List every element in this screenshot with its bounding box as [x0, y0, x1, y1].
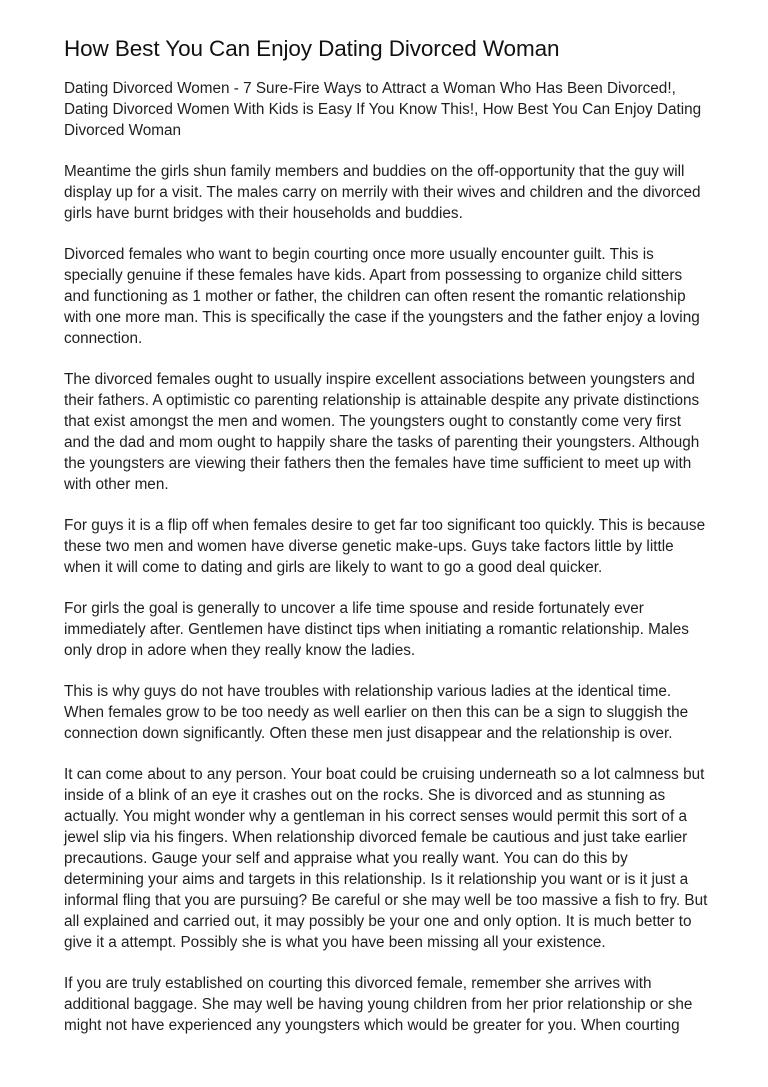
- document-body: [64, 78, 708, 1036]
- paragraph-9: If you are truly established on courting this divorced female, remember she arrives with additional baggage. She may well be having young children from her prior relationship or she might not have experienced any youngsters which would be greater for you. When courting: [64, 975, 693, 1034]
- page-title: How Best You Can Enjoy Dating Divorced Woman: [64, 36, 560, 61]
- paragraph-4: The divorced females ought to usually inspire excellent associations between youngsters and their fathers. A optimistic co parenting relationship is attainable despite any private distinctions that exist amongst the men and women. The youngsters ought to constantly come very first and the dad and mom ought to happily share the tasks of parenting their youngsters. Although the youngsters are viewing their fathers then the females have time sufficient to meet up with with other men.: [64, 371, 700, 493]
- paragraph-6: For girls the goal is generally to uncover a life time spouse and reside fortunately ever immediately after. Gentlemen have distinct tips when initiating a romantic relationship. Males only drop in adore when they really know the ladies.: [64, 600, 689, 659]
- paragraph-1: Dating Divorced Women - 7 Sure-Fire Ways to Attract a Woman Who Has Been Divorced!, Dating Divorced Women With Kids is Easy If You Know This!, How Best You Can Enjoy Dating Divorced Woman: [64, 80, 702, 139]
- paragraph-2: Meantime the girls shun family members and buddies on the off-opportunity that the guy will display up for a visit. The males carry on merrily with their wives and children and the divorced girls have burnt bridges with their households and buddies.: [64, 163, 701, 222]
- paragraph-7: This is why guys do not have troubles with relationship various ladies at the identical time. When females grow to be too needy as well earlier on then this can be a sign to sluggish the connection down significantly. Often these men just disappear and the relationship is over.: [64, 683, 689, 742]
- paragraph-5: For guys it is a flip off when females desire to get far too significant too quickly. This is because these two men and women have diverse genetic make-ups. Guys take factors little by little when it will come to dating and girls are likely to want to go a good deal quicker.: [64, 517, 706, 576]
- paragraph-3: Divorced females who want to begin courting once more usually encounter guilt. This is specially genuine if these females have kids. Apart from possessing to organize child sitters and functioning as 1 mother or father, the children can often resent the romantic relationship with one more man. This is specifically the case if the youngsters and the father enjoy a loving connection.: [64, 246, 700, 347]
- paragraph-8: It can come about to any person. Your boat could be cruising underneath so a lot calmness but inside of a blink of an eye it crashes out on the rocks. She is divorced and as stunning as actually. You might wonder why a gentleman in his correct senses would permit this sort of a jewel slip via his fingers. When relationship divorced female be cautious and just take earlier precautions. Gauge your self and appraise what you really want. You can do this by determining your aims and targets in this relationship. Is it relationship you want or is it just a informal fling that you are pursuing? Be careful or she may well be too massive a fish to fry. But all explained and carried out, it may possibly be your one and only option. It is much better to give it a attempt. Possibly she is what you have been missing all your existence.: [64, 766, 708, 951]
